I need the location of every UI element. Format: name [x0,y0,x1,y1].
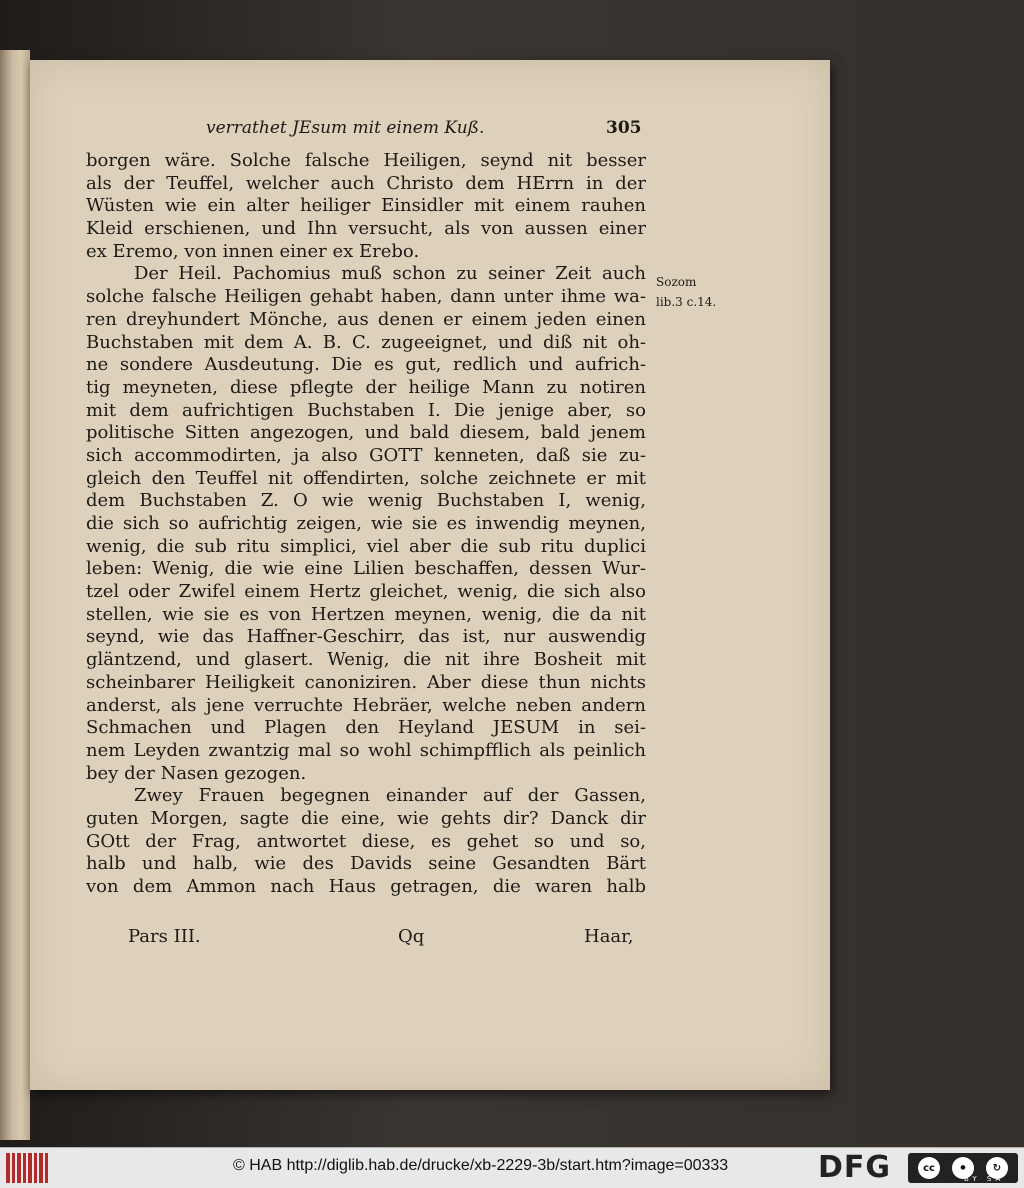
text-line: von dem Ammon nach Haus getragen, die waren halb [86,876,646,897]
text-line: tig meyneten, diese pflegte der heilige Mann zu notiren [86,376,646,398]
text-line: solche falsche Heiligen gehabt haben, dann unter ihme wa- [86,286,646,308]
text-line: anderst, als jene verruchte Hebräer, welche neben andern [86,694,646,716]
text-line: nem Leyden zwantzig mal so wohl schimpfflich als peinlich [86,739,646,761]
text-line: sich accommodirten, ja also GOTT kenneten, daß sie zu- [86,444,646,466]
attribution-icon: ⚫ [952,1157,974,1179]
margin-note-line: lib.3 c.14. [656,295,717,309]
text-line: stellen, wie sie es von Hertzen meynen, wenig, die da nit [86,603,646,625]
text-line: als der Teuffel, welcher auch Christo dem HErrn in der [86,172,646,194]
text-line: seynd, wie das Haffner-Geschirr, das ist, nur auswendig [86,626,646,648]
text-line: gleich den Teuffel nit offendirten, solche zeichnete er mit [86,467,646,489]
text-line: dem Buchstaben Z. O wie wenig Buchstaben I, wenig, [86,490,646,512]
cc-icon: cc [918,1157,940,1179]
text-line: gläntzend, und glasert. Wenig, die nit ihre Bosheit mit [86,649,646,671]
text-line: leben: Wenig, die wie eine Lilien beschaffen, dessen Wur- [86,558,646,580]
running-title: verrathet JEsum mit einem Kuß. [206,118,485,138]
text-line: halb und halb, wie des Davids seine Gesandten Bärt [86,853,646,875]
text-line: GOtt der Frag, antwortet diese, es gehet so und so, [86,830,646,852]
share-alike-icon: ↻ [986,1157,1008,1179]
hab-logo-icon [6,1153,48,1183]
text-line: mit dem aufrichtigen Buchstaben I. Die jenige aber, so [86,399,646,421]
previous-page-edge [0,50,30,1140]
text-line: Der Heil. Pachomius muß schon zu seiner Zeit auch [134,263,646,285]
body-text [86,150,646,899]
dfg-logo: DFG [818,1150,892,1185]
margin-note [656,272,716,312]
text-line: Buchstaben mit dem A. B. C. zugeeignet, und diß nit oh- [86,331,646,353]
page-number: 305 [606,118,642,138]
text-line: Wüsten wie ein alter heiliger Einsidler mit einem rauhen [86,195,646,217]
text-line: Zwey Frauen begegnen einander auf der Gassen, [134,785,646,807]
copyright-credit-link[interactable]: © HAB http://diglib.hab.de/drucke/xb-2229-3b/start.htm?image=00333 [233,1157,729,1174]
text-line: tzel oder Zwifel einem Hertz gleichet, wenig, die sich also [86,581,646,603]
text-line: guten Morgen, sagte die eine, wie gehts dir? Danck dir [86,807,646,829]
text-line: Schmachen und Plagen den Heyland JESUM in sei- [86,717,646,739]
text-line: bey der Nasen gezogen. [86,762,307,784]
viewer-footer-bar [0,1147,1024,1188]
signature-mark: Qq [398,926,425,947]
license-labels: BY SA [964,1175,1005,1183]
text-line: ren dreyhundert Mönche, aus denen er einem jeden einen [86,308,646,330]
text-line: wenig, die sub ritu simplici, viel aber die sub ritu duplici [86,535,646,557]
text-line: scheinbarer Heiligkeit canoniziren. Aber diese thun nichts [86,671,646,693]
text-line: ne sondere Ausdeutung. Die es gut, redlich und aufrich- [86,354,646,376]
margin-note-line: Sozom [656,275,697,289]
catchword: Haar, [584,926,634,947]
text-line: ex Eremo, von innen einer ex Erebo. [86,240,420,262]
text-line: Kleid erschienen, und Ihn versucht, als von aussen einer [86,218,646,240]
text-line: borgen wäre. Solche falsche Heiligen, seynd nit besser [86,150,646,171]
text-line: die sich so aufrichtig zeigen, wie sie es inwendig meynen, [86,513,646,534]
text-line: politische Sitten angezogen, und bald diesem, bald jenem [86,422,646,444]
volume-label: Pars III. [128,926,201,947]
